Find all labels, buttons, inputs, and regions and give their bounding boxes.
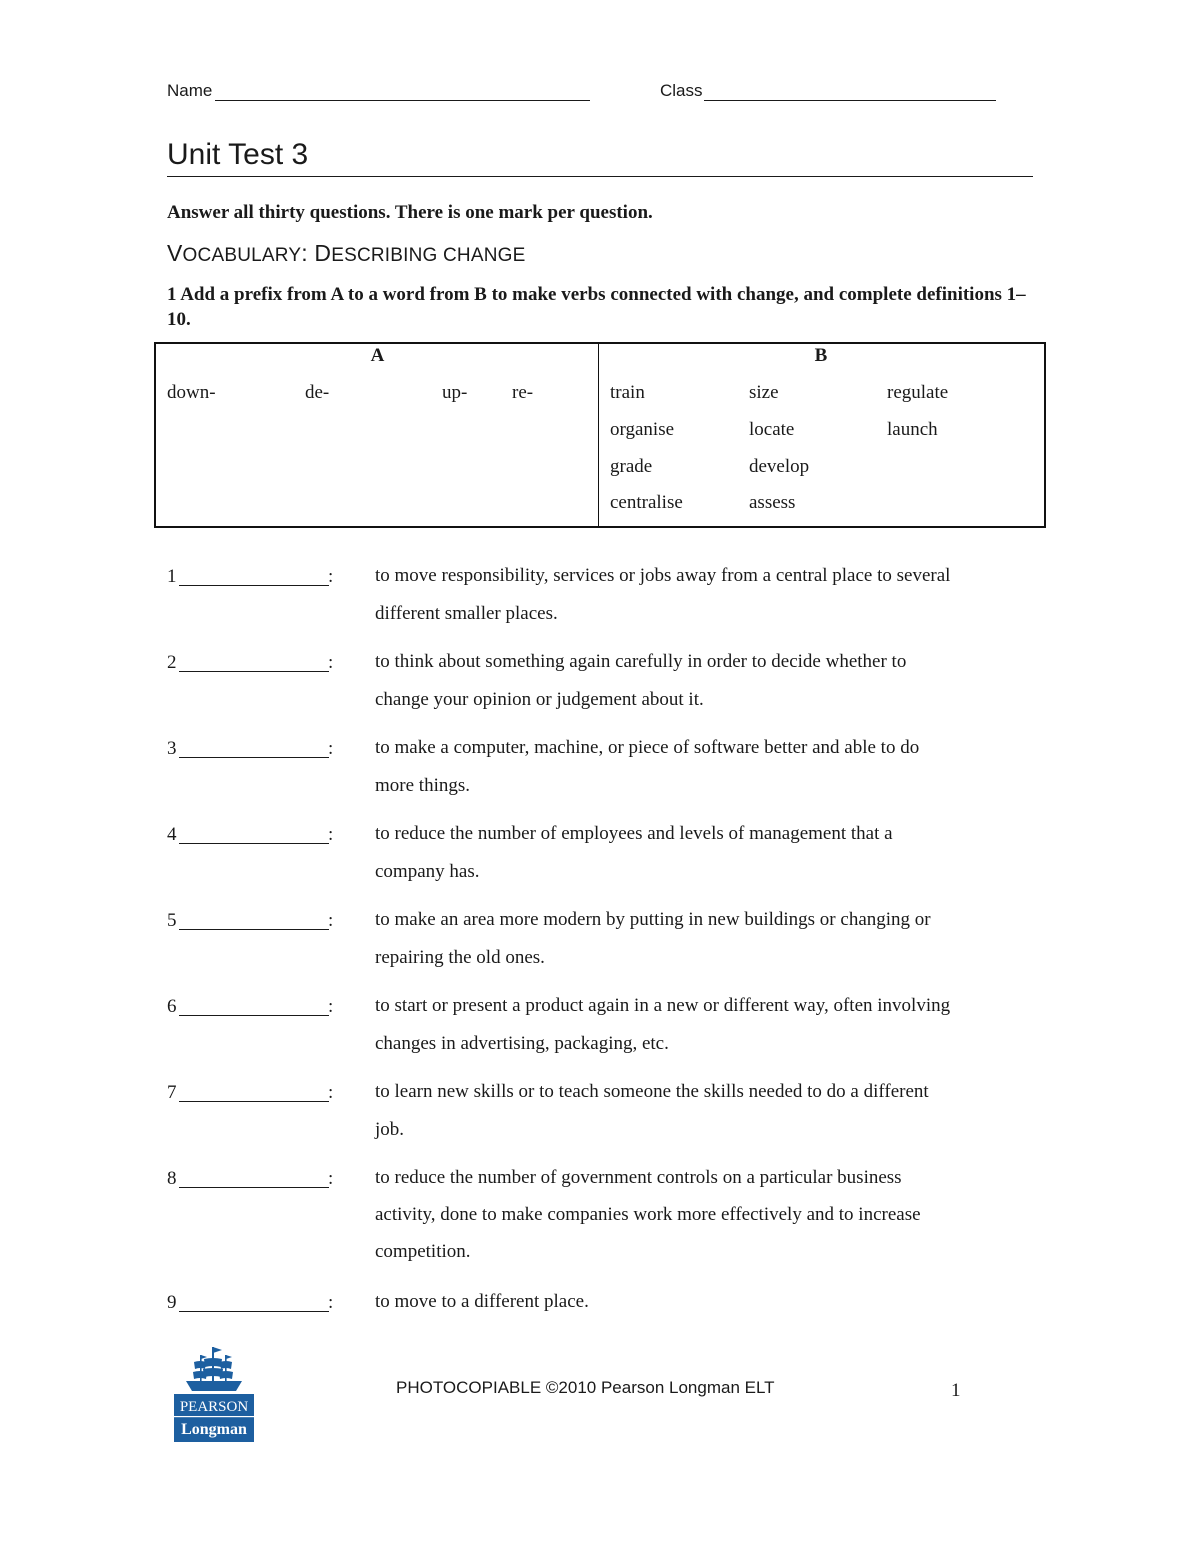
definition-line: competition. (375, 1241, 471, 1262)
definition-line: more things. (375, 775, 470, 796)
table-divider (598, 342, 599, 528)
question-number: 5 (167, 910, 177, 931)
logo-text-pearson: PEARSON (179, 1399, 249, 1415)
definition-line: company has. (375, 861, 480, 882)
question-definition (375, 643, 1040, 719)
name-label: Name (167, 81, 213, 100)
answer-blank[interactable] (179, 1187, 329, 1188)
definition-line: to move to a different place. (375, 1291, 589, 1312)
ship-icon (172, 1345, 256, 1443)
page-title: Unit Test 3 (167, 138, 309, 171)
base-word: grade (610, 456, 653, 477)
question-number: 3 (167, 738, 177, 759)
question-definition (375, 987, 1040, 1063)
base-word: size (749, 382, 779, 403)
definition-line: to reduce the number of employees and levels of management that a (375, 823, 893, 844)
pearson-longman-logo (172, 1345, 256, 1443)
definition-line: to start or present a product again in a new or different way, often involving (375, 995, 951, 1016)
question-number: 7 (167, 1082, 177, 1103)
question-definition (375, 557, 1040, 633)
question-number: 2 (167, 652, 177, 673)
test-instructions: Answer all thirty questions. There is one mark per question. (167, 202, 653, 223)
question-colon: : (328, 738, 334, 759)
question-number: 9 (167, 1292, 177, 1313)
question-definition (375, 1159, 1040, 1270)
question-definition (375, 901, 1040, 977)
base-word: locate (749, 419, 795, 440)
question-colon: : (328, 1168, 334, 1189)
question-colon: : (328, 1082, 334, 1103)
question-colon: : (328, 910, 334, 931)
section-heading-cap-2: D (314, 240, 332, 266)
section-heading-cap-1: V (167, 240, 183, 266)
base-word: train (610, 382, 645, 403)
base-word: regulate (887, 382, 949, 403)
definition-line: to make an area more modern by putting in new buildings or changing or (375, 909, 931, 930)
prefix-word: re- (512, 382, 534, 403)
class-label: Class (660, 81, 703, 100)
definition-line: repairing the old ones. (375, 947, 545, 968)
column-a-header: A (370, 345, 385, 366)
question-definition (375, 815, 1040, 891)
question-colon: : (328, 566, 334, 587)
base-word: organise (610, 419, 675, 440)
definition-line: to move responsibility, services or jobs away from a central place to several (375, 565, 951, 586)
question-number: 8 (167, 1168, 177, 1189)
answer-blank[interactable] (179, 843, 329, 844)
base-word: develop (749, 456, 810, 477)
definition-line: activity, done to make companies work more effectively and to increase (375, 1204, 921, 1225)
question-colon: : (328, 1292, 334, 1313)
prefix-word: down- (167, 382, 216, 403)
definition-line: to learn new skills or to teach someone the skills needed to do a different (375, 1081, 929, 1102)
question-number: 1 (167, 566, 177, 587)
section-heading-sep: : (301, 240, 315, 266)
answer-blank[interactable] (179, 671, 329, 672)
base-word: launch (887, 419, 938, 440)
answer-blank[interactable] (179, 929, 329, 930)
definition-line: to think about something again carefully in order to decide whether to (375, 651, 907, 672)
definition-line: change your opinion or judgement about it. (375, 689, 704, 710)
name-field[interactable] (215, 100, 590, 101)
question-number: 4 (167, 824, 177, 845)
answer-blank[interactable] (179, 1101, 329, 1102)
exercise-instruction: 1 Add a prefix from A to a word from B to make verbs connected with change, and complete definitions 1–10. (167, 284, 1026, 330)
question-colon: : (328, 824, 334, 845)
photocopiable-notice: PHOTOCOPIABLE ©2010 Pearson Longman ELT (396, 1378, 775, 1397)
question-definition (375, 1283, 1040, 1321)
definition-line: changes in advertising, packaging, etc. (375, 1033, 669, 1054)
question-definition (375, 1073, 1040, 1149)
definition-line: different smaller places. (375, 603, 558, 624)
answer-blank[interactable] (179, 585, 329, 586)
base-word: centralise (610, 492, 683, 513)
answer-blank[interactable] (179, 757, 329, 758)
prefix-word: up- (442, 382, 468, 403)
column-b-header: B (814, 345, 828, 366)
base-word: assess (749, 492, 796, 513)
prefix-word: de- (305, 382, 330, 403)
question-definition (375, 729, 1040, 805)
answer-blank[interactable] (179, 1015, 329, 1016)
question-colon: : (328, 996, 334, 1017)
section-heading-rest-1: OCABULARY (182, 245, 302, 266)
logo-text-longman: Longman (181, 1421, 247, 1438)
question-colon: : (328, 652, 334, 673)
page-number: 1 (951, 1380, 961, 1401)
section-heading (167, 240, 526, 267)
definition-line: to make a computer, machine, or piece of software better and able to do (375, 737, 920, 758)
class-field[interactable] (704, 100, 996, 101)
definition-line: job. (375, 1119, 405, 1140)
title-rule (167, 176, 1033, 177)
question-number: 6 (167, 996, 177, 1017)
section-heading-rest-2: ESCRIBING CHANGE (331, 245, 526, 266)
definition-line: to reduce the number of government controls on a particular business (375, 1167, 902, 1188)
answer-blank[interactable] (179, 1311, 329, 1312)
